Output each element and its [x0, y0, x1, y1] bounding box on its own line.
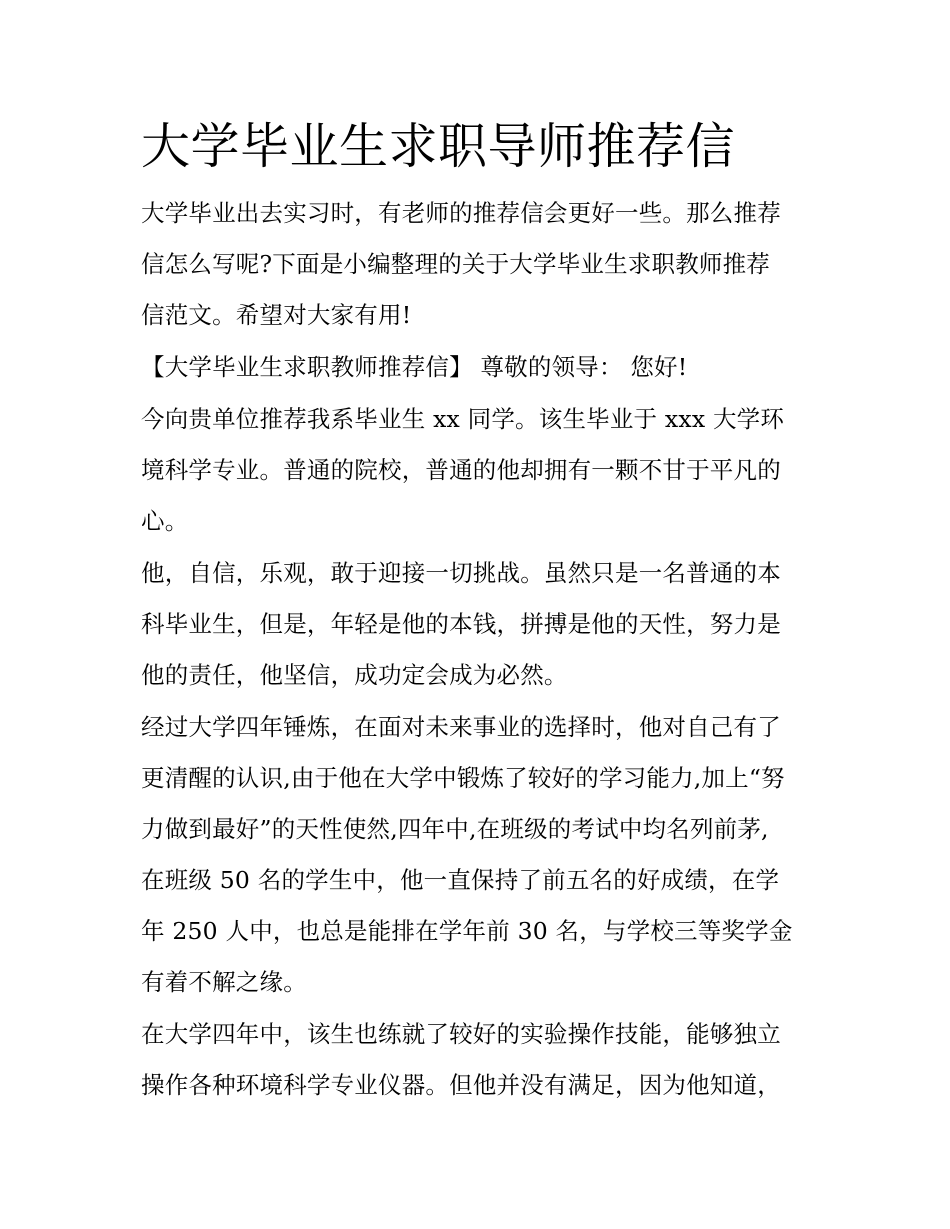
paragraph-line: 在大学四年中，该生也练就了较好的实验操作技能，能够独立 — [141, 1020, 781, 1048]
paragraph-line: 【大学毕业生求职教师推荐信】 尊敬的领导： 您好! — [141, 353, 688, 381]
paragraph-line: 经过大学四年锤炼，在面对未来事业的选择时，他对自己有了 — [141, 713, 781, 741]
paragraph-line: 大学毕业出去实习时，有老师的推荐信会更好一些。那么推荐 — [141, 199, 781, 227]
paragraph-recommendation — [141, 394, 831, 547]
paragraph-salutation — [141, 342, 831, 393]
paragraph-line: 境科学专业。普通的院校，普通的他却拥有一颗不甘于平凡的 — [141, 456, 781, 484]
paragraph-line: 更清醒的认识,由于他在大学中锻炼了较好的学习能力,加上“努 — [141, 764, 785, 792]
paragraph-line: 在班级 50 名的学生中，他一直保持了前五名的好成绩，在学 — [141, 866, 780, 894]
paragraph-line: 有着不解之缘。 — [141, 968, 307, 996]
paragraph-line: 年 250 人中，也总是能排在学年前 30 名，与学校三等奖学金 — [141, 917, 793, 945]
paragraph-line: 他，自信，乐观，敢于迎接一切挑战。虽然只是一名普通的本 — [141, 559, 781, 587]
paragraph-line: 信范文。希望对大家有用! — [141, 301, 412, 329]
document-body — [141, 112, 831, 1112]
paragraph-line: 心。 — [141, 507, 189, 535]
paragraph-line: 信怎么写呢?下面是小编整理的关于大学毕业生求职教师推荐 — [141, 250, 770, 278]
paragraph-line: 他的责任，他坚信，成功定会成为必然。 — [141, 661, 568, 689]
paragraph-academics — [141, 702, 831, 1008]
document-title: 大学毕业生求职导师推荐信 — [141, 118, 736, 175]
paragraph-intro — [141, 188, 831, 341]
paragraph-line: 操作各种环境科学专业仪器。但他并没有满足，因为他知道， — [141, 1071, 781, 1099]
paragraph-character — [141, 548, 831, 701]
paragraph-line: 力做到最好”的天性使然,四年中,在班级的考试中均名列前茅, — [141, 815, 769, 843]
paragraph-skills — [141, 1009, 831, 1111]
paragraph-line: 科毕业生，但是，年轻是他的本钱，拼搏是他的天性，努力是 — [141, 610, 781, 638]
paragraph-line: 今向贵单位推荐我系毕业生 xx 同学。该生毕业于 xxx 大学环 — [141, 405, 785, 433]
